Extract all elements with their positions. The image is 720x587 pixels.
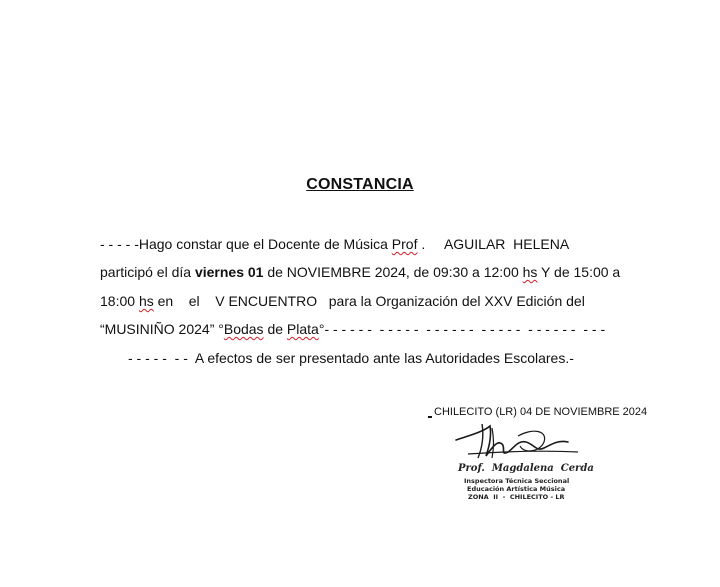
body-line-3: 18:00 hs en el V ENCUENTRO para la Organización del XXV Edición del (100, 293, 585, 309)
signature-scribble (448, 418, 598, 468)
body-line-1: - - - - -Hago constar que el Docente de Música Prof . AGUILAR HELENA (100, 236, 570, 252)
place-date: CHILECITO (LR) 04 DE NOVIEMBRE 2024 (428, 406, 647, 418)
body-line-2: participó el día viernes 01 de NOVIEMBRE 2024, de 09:30 a 12:00 hs Y de 15:00 a (100, 264, 621, 280)
body-line-5: - - - - - - - A efectos de ser presentado ante las Autoridades Escolares.- (128, 350, 574, 366)
body-line-4: “MUSINIÑO 2024” °Bodas de Plata°- - - - - - - - - - - - - - - - - - - - - - - - - - - - - - - (100, 321, 606, 337)
stamp-area: Educación Artística Música (467, 485, 566, 493)
stamp-role: Inspectora Técnica Seccional (464, 477, 570, 485)
underscore-mark (428, 406, 432, 418)
stamp-name: Prof. Magdalena Cerda (458, 463, 594, 474)
document-title: CONSTANCIA (306, 176, 414, 193)
stamp-zone: ZONA II - CHILECITO - LR (468, 493, 565, 501)
